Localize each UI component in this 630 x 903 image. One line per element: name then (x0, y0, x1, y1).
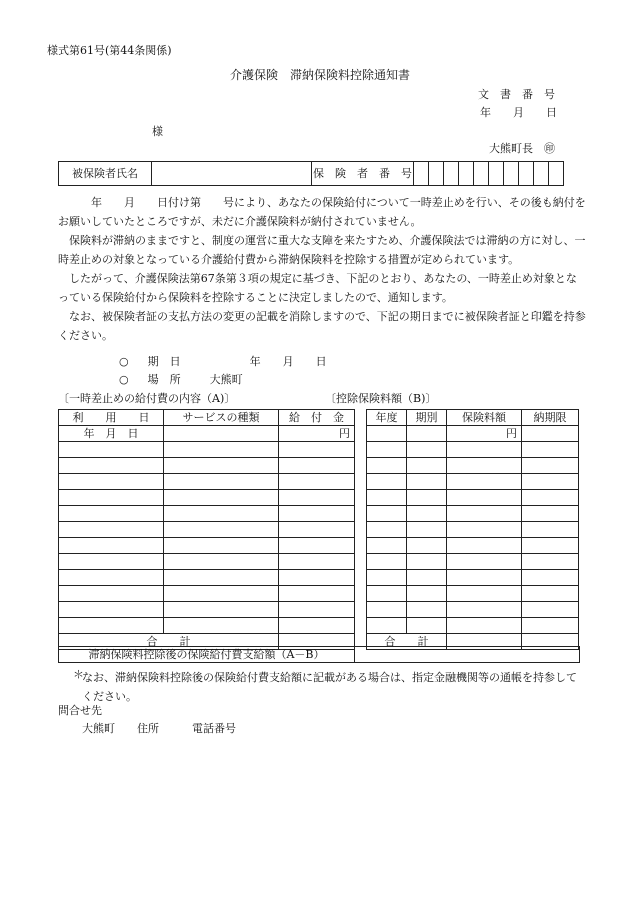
premium-amount-unit[interactable]: 円 (447, 426, 522, 442)
table-row (59, 474, 355, 490)
table-cell[interactable] (279, 474, 355, 490)
column-header-service-type: サービスの種類 (164, 410, 279, 426)
table-cell[interactable] (59, 474, 164, 490)
deadline-date: 年 月 日 (249, 355, 327, 368)
insured-number-digit[interactable] (444, 162, 459, 186)
column-header-usage-date: 利 用 日 (59, 410, 164, 426)
table-cell[interactable] (164, 538, 279, 554)
deadline-label: 期 日 (147, 355, 181, 368)
insured-number-label: 保 険 者 番 号 (312, 162, 414, 186)
table-cell[interactable] (164, 586, 279, 602)
insured-info-table (58, 161, 564, 186)
table-cell[interactable] (279, 458, 355, 474)
table-row (59, 522, 355, 538)
table-row (59, 506, 355, 522)
table-cell[interactable] (367, 522, 407, 538)
table-cell[interactable] (522, 490, 579, 506)
table-cell[interactable] (447, 522, 522, 538)
table-cell[interactable] (367, 586, 407, 602)
issue-date-label: 年 月 日 (480, 106, 557, 119)
table-cell[interactable] (447, 538, 522, 554)
table-cell[interactable] (279, 442, 355, 458)
table-cell[interactable] (279, 618, 355, 634)
table-cell[interactable] (522, 458, 579, 474)
table-cell[interactable] (522, 522, 579, 538)
table-cell[interactable] (164, 442, 279, 458)
suspended-benefit-table (58, 409, 355, 650)
insured-number-digit[interactable] (489, 162, 504, 186)
table-cell[interactable] (279, 522, 355, 538)
contact-label: 問合せ先 (58, 704, 102, 717)
table-cell[interactable] (407, 522, 447, 538)
table-cell[interactable] (164, 554, 279, 570)
table-cell[interactable] (59, 554, 164, 570)
table-cell[interactable] (367, 602, 407, 618)
table-cell[interactable] (522, 554, 579, 570)
table-cell[interactable] (407, 442, 447, 458)
net-payment-table (58, 646, 580, 663)
table-row (367, 490, 579, 506)
column-header-due-date: 納期限 (522, 410, 579, 426)
table-cell[interactable] (367, 474, 407, 490)
body-paragraph-3: したがって、介護保険法第67条第３項の規定に基づき、下記のとおり、あなたの、一時差止め対象となっている保険給付から保険料を控除することに決定しましたので、通知します。 (58, 272, 577, 304)
table-cell[interactable] (59, 458, 164, 474)
net-payment-field[interactable] (355, 647, 580, 663)
table-cell[interactable] (59, 522, 164, 538)
table-cell[interactable] (407, 490, 447, 506)
table-row (59, 570, 355, 586)
table-row (59, 490, 355, 506)
body-paragraph-1: 年 月 日付け第 号により、あなたの保険給付について一時差止めを行い、その後も納付をお願いしていたところですが、未だに介護保険料が納付されていません。 (58, 196, 586, 228)
table-cell[interactable] (164, 506, 279, 522)
table-b-caption: 〔控除保険料額（B)〕 (325, 392, 437, 405)
table-cell[interactable] (59, 506, 164, 522)
table-row (367, 554, 579, 570)
place-bullet: ○ (119, 373, 129, 386)
table-cell[interactable] (447, 618, 522, 634)
table-row (59, 426, 355, 442)
table-cell[interactable] (447, 554, 522, 570)
table-row (367, 570, 579, 586)
table-cell[interactable] (407, 458, 447, 474)
net-payment-label: 滞納保険料控除後の保険給付費支給額（A－B） (59, 647, 355, 663)
table-cell[interactable] (447, 506, 522, 522)
note-mark: ＊ (73, 668, 84, 681)
table-cell[interactable] (367, 506, 407, 522)
body-paragraph-2: 保険料が滞納のままですと、制度の運営に重大な支障を来たすため、介護保険法では滞納の方に対し、一時差止めの対象となっている介護給付費から滞納保険料を控除する措置が定められています。 (58, 234, 586, 266)
insured-number-digit[interactable] (459, 162, 474, 186)
form-number: 様式第61号(第44条関係) (47, 44, 172, 57)
table-cell[interactable] (279, 554, 355, 570)
table-cell[interactable] (279, 506, 355, 522)
table-cell[interactable] (447, 586, 522, 602)
table-cell[interactable] (164, 490, 279, 506)
table-cell[interactable] (522, 506, 579, 522)
table-cell[interactable] (59, 538, 164, 554)
insured-number-digit[interactable] (474, 162, 489, 186)
period-cell[interactable] (407, 426, 447, 442)
table-cell[interactable] (367, 490, 407, 506)
insured-number-digit[interactable] (519, 162, 534, 186)
table-row (59, 602, 355, 618)
table-cell[interactable] (59, 570, 164, 586)
table-cell[interactable] (522, 538, 579, 554)
table-cell[interactable] (164, 458, 279, 474)
fiscal-year-cell[interactable] (367, 426, 407, 442)
table-cell[interactable] (522, 474, 579, 490)
table-cell[interactable] (279, 602, 355, 618)
table-row (59, 458, 355, 474)
total-label: 合 計 (59, 634, 279, 650)
usage-date-unit[interactable]: 年 月 日 (59, 426, 164, 442)
due-date-cell[interactable] (522, 426, 579, 442)
table-cell[interactable] (164, 570, 279, 586)
table-cell[interactable] (279, 570, 355, 586)
table-row (367, 442, 579, 458)
table-cell[interactable] (59, 618, 164, 634)
table-cell[interactable] (447, 490, 522, 506)
table-row (367, 410, 579, 426)
insured-number-digit[interactable] (429, 162, 444, 186)
place-row (119, 373, 243, 387)
table-cell[interactable] (407, 474, 447, 490)
notice-body (58, 193, 586, 345)
table-cell[interactable] (407, 538, 447, 554)
table-cell[interactable] (447, 570, 522, 586)
table-cell[interactable] (367, 538, 407, 554)
table-row (367, 586, 579, 602)
page-title: 介護保険 滞納保険料控除通知書 (230, 68, 411, 82)
deadline-row (119, 355, 327, 369)
table-cell[interactable] (367, 570, 407, 586)
table-row (367, 522, 579, 538)
table-row (367, 538, 579, 554)
table-cell[interactable] (447, 474, 522, 490)
issuer-name: 大熊町長 ㊞ (489, 142, 555, 155)
table-cell[interactable] (279, 586, 355, 602)
table-cell[interactable] (164, 474, 279, 490)
table-cell[interactable] (407, 618, 447, 634)
table-row (59, 586, 355, 602)
place-label: 場 所 (147, 373, 181, 386)
body-paragraph-4: なお、被保険者証の支払方法の変更の記載を消除しますので、下記の期日までに被保険者証と印鑑を持参ください。 (58, 310, 586, 342)
table-cell[interactable] (164, 522, 279, 538)
table-cell[interactable] (367, 442, 407, 458)
table-cell[interactable] (407, 506, 447, 522)
table-row (367, 458, 579, 474)
table-cell[interactable] (447, 442, 522, 458)
insured-number-digit[interactable] (534, 162, 549, 186)
column-header-benefit-amount: 給 付 金 (279, 410, 355, 426)
table-cell[interactable] (59, 442, 164, 458)
table-cell[interactable] (447, 458, 522, 474)
table-row (59, 410, 355, 426)
table-row (59, 618, 355, 634)
table-cell[interactable] (522, 618, 579, 634)
total-label: 合 計 (367, 634, 447, 650)
table-cell[interactable] (279, 538, 355, 554)
table-cell[interactable] (59, 602, 164, 618)
note-text: なお、滞納保険料控除後の保険給付費支給額に記載がある場合は、指定金融機関等の通帳を持参してください。 (82, 671, 577, 703)
table-a-caption: 〔一時差止めの給付費の内容（A)〕 (58, 392, 236, 405)
benefit-amount-unit[interactable]: 円 (279, 426, 355, 442)
table-row (367, 506, 579, 522)
table-cell[interactable] (407, 602, 447, 618)
table-cell[interactable] (367, 618, 407, 634)
service-type-cell[interactable] (164, 426, 279, 442)
place-value: 大熊町 (209, 373, 243, 386)
column-header-period: 期別 (407, 410, 447, 426)
insured-number-digit[interactable] (549, 162, 564, 186)
column-header-premium-amount: 保険料額 (447, 410, 522, 426)
table-cell[interactable] (367, 458, 407, 474)
table-row (59, 538, 355, 554)
table-cell[interactable] (522, 602, 579, 618)
recipient-suffix: 様 (152, 125, 163, 138)
table-cell[interactable] (279, 490, 355, 506)
table-cell[interactable] (407, 570, 447, 586)
table-row (367, 426, 579, 442)
table-row (367, 602, 579, 618)
doc-number-label: 文 書 番 号 (478, 88, 555, 101)
insured-number-digit[interactable] (504, 162, 519, 186)
table-row (367, 618, 579, 634)
column-header-fiscal-year: 年度 (367, 410, 407, 426)
table-row (59, 554, 355, 570)
contact-info: 大熊町 住所 電話番号 (82, 722, 236, 735)
table-cell[interactable] (59, 586, 164, 602)
table-cell[interactable] (522, 570, 579, 586)
table-cell[interactable] (59, 490, 164, 506)
table-row (59, 442, 355, 458)
deadline-bullet: ○ (119, 355, 129, 368)
insured-name-label: 被保険者氏名 (59, 162, 152, 186)
table-cell[interactable] (164, 618, 279, 634)
table-cell[interactable] (407, 586, 447, 602)
table-cell[interactable] (522, 586, 579, 602)
deducted-premium-table (366, 409, 579, 650)
table-cell[interactable] (164, 602, 279, 618)
insured-number-digit[interactable] (414, 162, 429, 186)
table-cell[interactable] (367, 554, 407, 570)
table-cell[interactable] (522, 442, 579, 458)
table-row (367, 474, 579, 490)
insured-name-field[interactable] (152, 162, 312, 186)
table-cell[interactable] (447, 602, 522, 618)
table-cell[interactable] (407, 554, 447, 570)
